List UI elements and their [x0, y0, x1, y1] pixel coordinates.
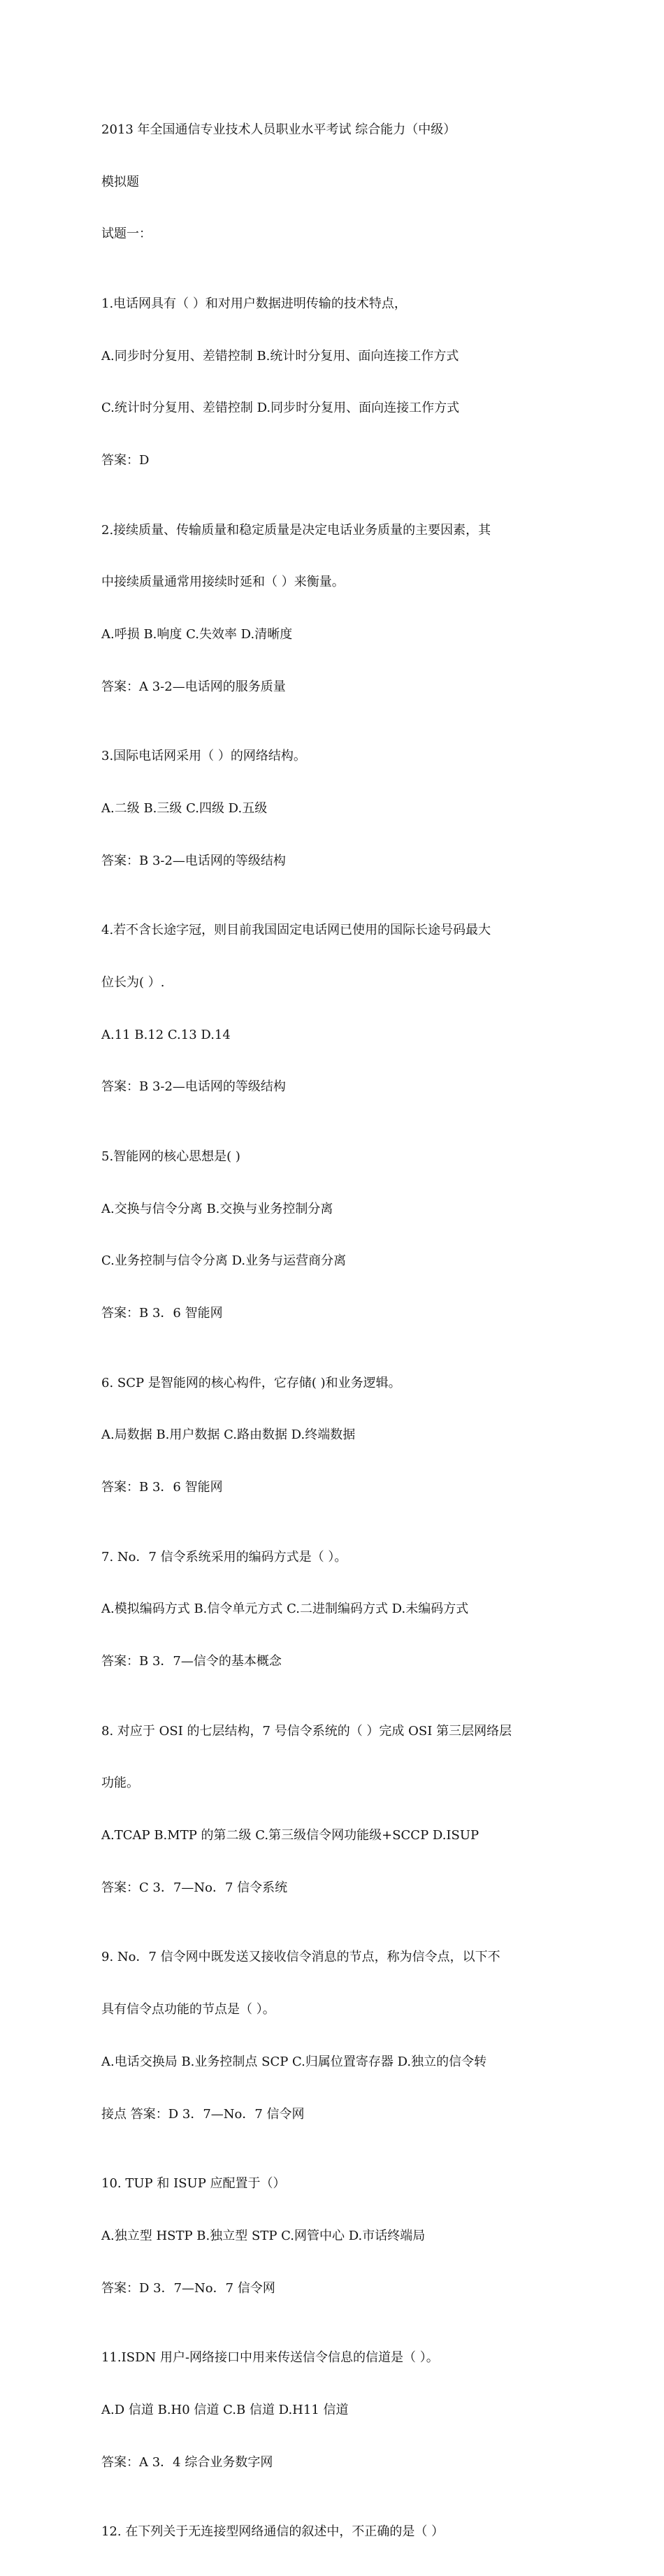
question-1-answer: 答案：D: [101, 452, 150, 468]
question-7-options: A.模拟编码方式 B.信令单元方式 C.二进制编码方式 D.未编码方式: [101, 1602, 469, 1617]
question-5-options-c-d: C.业务控制与信令分离 D.业务与运营商分离: [101, 1253, 347, 1269]
question-7: 7. No．7 信令系统采用的编码方式是（ ）。: [101, 1549, 347, 1564]
question-7-answer: 答案：B 3．7—信令的基本概念: [101, 1654, 282, 1669]
question-9-options-answer: 接点 答案：D 3．7—No．7 信令网: [101, 2106, 305, 2122]
question-5-answer: 答案：B 3．6 智能网: [101, 1306, 223, 1321]
question-3: 3.国际电话网采用（ ）的网络结构。: [101, 749, 306, 764]
question-3-options: A.二级 B.三级 C.四级 D.五级: [101, 800, 268, 816]
question-8-options: A.TCAP B.MTP 的第二级 C.第三级信令网功能级+SCCP D.ISUP: [101, 1828, 479, 1843]
document-subtitle: 模拟题: [101, 174, 139, 189]
question-10-answer: 答案：D 3．7—No．7 信令网: [101, 2280, 275, 2296]
question-8-line-1: 8. 对应于 OSI 的七层结构，7 号信令系统的（ ）完成 OSI 第三层网络层: [101, 1723, 512, 1739]
question-6-options: A.局数据 B.用户数据 C.路由数据 D.终端数据: [101, 1427, 356, 1443]
question-11: 11.ISDN 用户-网络接口中用来传送信令信息的信道是（ ）。: [101, 2350, 439, 2366]
question-5: 5.智能网的核心思想是( ): [101, 1149, 240, 1164]
question-2-line-2: 中接续质量通常用接续时延和（ ）来衡量。: [101, 575, 345, 590]
question-9-options: A.电话交换局 B.业务控制点 SCP C.归属位置寄存器 D.独立的信令转: [101, 2054, 487, 2069]
question-2-answer: 答案：A 3-2—电话网的服务质量: [101, 679, 286, 694]
question-3-answer: 答案：B 3-2—电话网的等级结构: [101, 853, 286, 868]
question-10: 10. TUP 和 ISUP 应配置于（）: [101, 2176, 286, 2192]
document-body: [101, 87, 570, 2576]
question-9-line-2: 具有信令点功能的节点是（ ）。: [101, 2002, 275, 2017]
question-11-options: A.D 信道 B.H0 信道 C.B 信道 D.H11 信道: [101, 2402, 349, 2417]
question-8-line-2: 功能。: [101, 1776, 139, 1791]
question-1-options-a-b: A.同步时分复用、差错控制 B.统计时分复用、面向连接工作方式: [101, 348, 459, 364]
question-11-answer: 答案：A 3．4 综合业务数字网: [101, 2454, 273, 2470]
question-6: 6. SCP 是智能网的核心构件，它存储( )和业务逻辑。: [101, 1375, 401, 1390]
question-1: 1.电话网具有（ ）和对用户数据进明传输的技术特点，: [101, 296, 407, 311]
question-2-line-1: 2.接续质量、传输质量和稳定质量是决定电话业务质量的主要因素，其: [101, 522, 491, 538]
question-4-options: A.11 B.12 C.13 D.14: [101, 1027, 231, 1042]
question-4-answer: 答案：B 3-2—电话网的等级结构: [101, 1079, 286, 1095]
question-4-line-1: 4.若不含长途字冠，则目前我国固定电话网已使用的国际长途号码最大: [101, 923, 491, 938]
question-4-line-2: 位长为( ）.: [101, 974, 165, 990]
question-9-line-1: 9. No．7 信令网中既发送又接收信令消息的节点，称为信令点，以下不: [101, 1950, 500, 1965]
section-heading: 试题一：: [101, 226, 152, 242]
question-8-answer: 答案：C 3．7—No．7 信令系统: [101, 1880, 288, 1895]
question-12: 12. 在下列关于无连接型网络通信的叙述中，不正确的是（ ）: [101, 2524, 445, 2540]
question-2-options: A.呼损 B.响度 C.失效率 D.清晰度: [101, 626, 293, 642]
question-6-answer: 答案：B 3．6 智能网: [101, 1480, 223, 1495]
document-title: 2013 年全国通信专业技术人员职业水平考试 综合能力（中级）: [101, 122, 456, 137]
question-1-options-c-d: C.统计时分复用、差错控制 D.同步时分复用、面向连接工作方式: [101, 401, 460, 416]
question-10-options: A.独立型 HSTP B.独立型 STP C.网管中心 D.市话终端局: [101, 2228, 426, 2243]
question-5-options-a-b: A.交换与信令分离 B.交换与业务控制分离: [101, 1201, 333, 1216]
